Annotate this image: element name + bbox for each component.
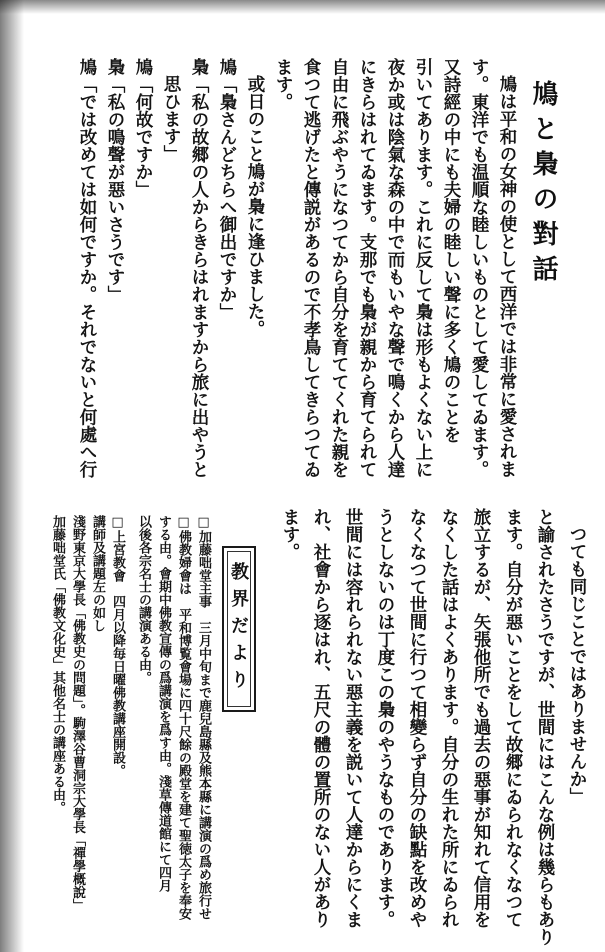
article-column: 引いてあります。これに反して梟は形もよくない上に (413, 58, 433, 478)
article-column: なくした話はよくあります。自分の生れた所にゐられ (439, 508, 459, 928)
article-column: と諭されたさうですが、世間にはこんな例は幾らもあり (535, 508, 555, 946)
news-item: 以後各宗名士の講演ある由。 (136, 515, 151, 684)
news-heading-box (222, 546, 256, 712)
news-heading: 教界だより (228, 562, 249, 697)
article-column: 自由に飛ぶやうになつてから自分を育ててくれた親を (329, 58, 349, 478)
news-item: 講師及講題左の如し (90, 515, 105, 632)
article-column: 鳩は平和の女神の使として西洋では非常に愛されま (497, 75, 517, 478)
article-column: 世間には容れられない惡主義を説いて人達からにくま (343, 508, 363, 928)
dialogue-line: 梟「私の鳴聲が惡いさうです」 (105, 58, 125, 303)
scan-edge-left (0, 0, 24, 952)
news-item: する由。會期中佛教宣傳の爲講演を爲す由。淺草傳道館にて四月 (156, 515, 171, 892)
article-column: 旅立するが、矢張他所でも過去の惡事が知れて信用を (471, 508, 491, 928)
article-column: れ、社會から逐はれ、五尺の體の置所のない人があり (311, 508, 331, 928)
news-item: 淺野東京大學長「佛教史の問題」。駒澤谷曹洞宗大學長「禪學概說」 (70, 515, 85, 912)
scan-edge-top (0, 0, 605, 14)
article-column: 又詩經の中にも夫婦の睦しい聲に多く鳩のことを (441, 58, 461, 443)
article-column: 夜か或は陰氣な森の中で而もいやな聲で鳴くから人達 (385, 58, 405, 478)
dialogue-line: 梟「私の故郷の人からきらはれますから旅に出やうと (189, 58, 209, 478)
article-column: ます。 (273, 58, 293, 111)
dialogue-line: 鳩「では改めては如何ですか。それでないと何處へ行 (77, 58, 97, 478)
dialogue-line: 思ひます」 (161, 75, 181, 163)
article-column: す。東洋でも温順な睦しいものとして愛してゐます。 (469, 58, 489, 478)
article-column: なくなつて世間に行つて相變らず自分の缺點を改めや (407, 508, 427, 928)
article-title: 鳩と梟の對話 (528, 80, 558, 290)
article-column: ます。 (280, 508, 300, 561)
news-item: □上宮教會 四月以降毎日曜佛教講座開設。 (110, 515, 125, 777)
news-item: 加藤咄堂氏「佛教文化史」其他名士の講座ある由。 (50, 515, 65, 814)
news-item: □加藤咄堂主事 三月中旬まで鹿兒島縣及熊本縣に講演の爲め旅行せ (196, 515, 211, 920)
dialogue-line: 鳩「梟さんどちらへ御出ですか」 (217, 58, 237, 321)
article-column: 食つて逃げたと傳説があるので不孝鳥してきらつてゐ (301, 58, 321, 478)
news-item: □佛教婦會は 平和博覧會場に四十尺餘の殿堂を建て聖徳太子を奉安 (176, 515, 191, 920)
article-column: つても同じことではありませんか」 (567, 525, 587, 805)
article-column: うとしないのは丁度この梟のやうなものであります。 (375, 508, 395, 928)
article-column: ます。自分が惡いことをして故郷にゐられなくなつて (503, 508, 523, 928)
dialogue-line: 鳩「何故ですか」 (133, 58, 153, 198)
article-column: にきらはれてゐます。支那でも梟が親から育てられて (357, 58, 377, 478)
article-column: 或日のこと鳩が梟に逢ひました。 (245, 75, 265, 338)
